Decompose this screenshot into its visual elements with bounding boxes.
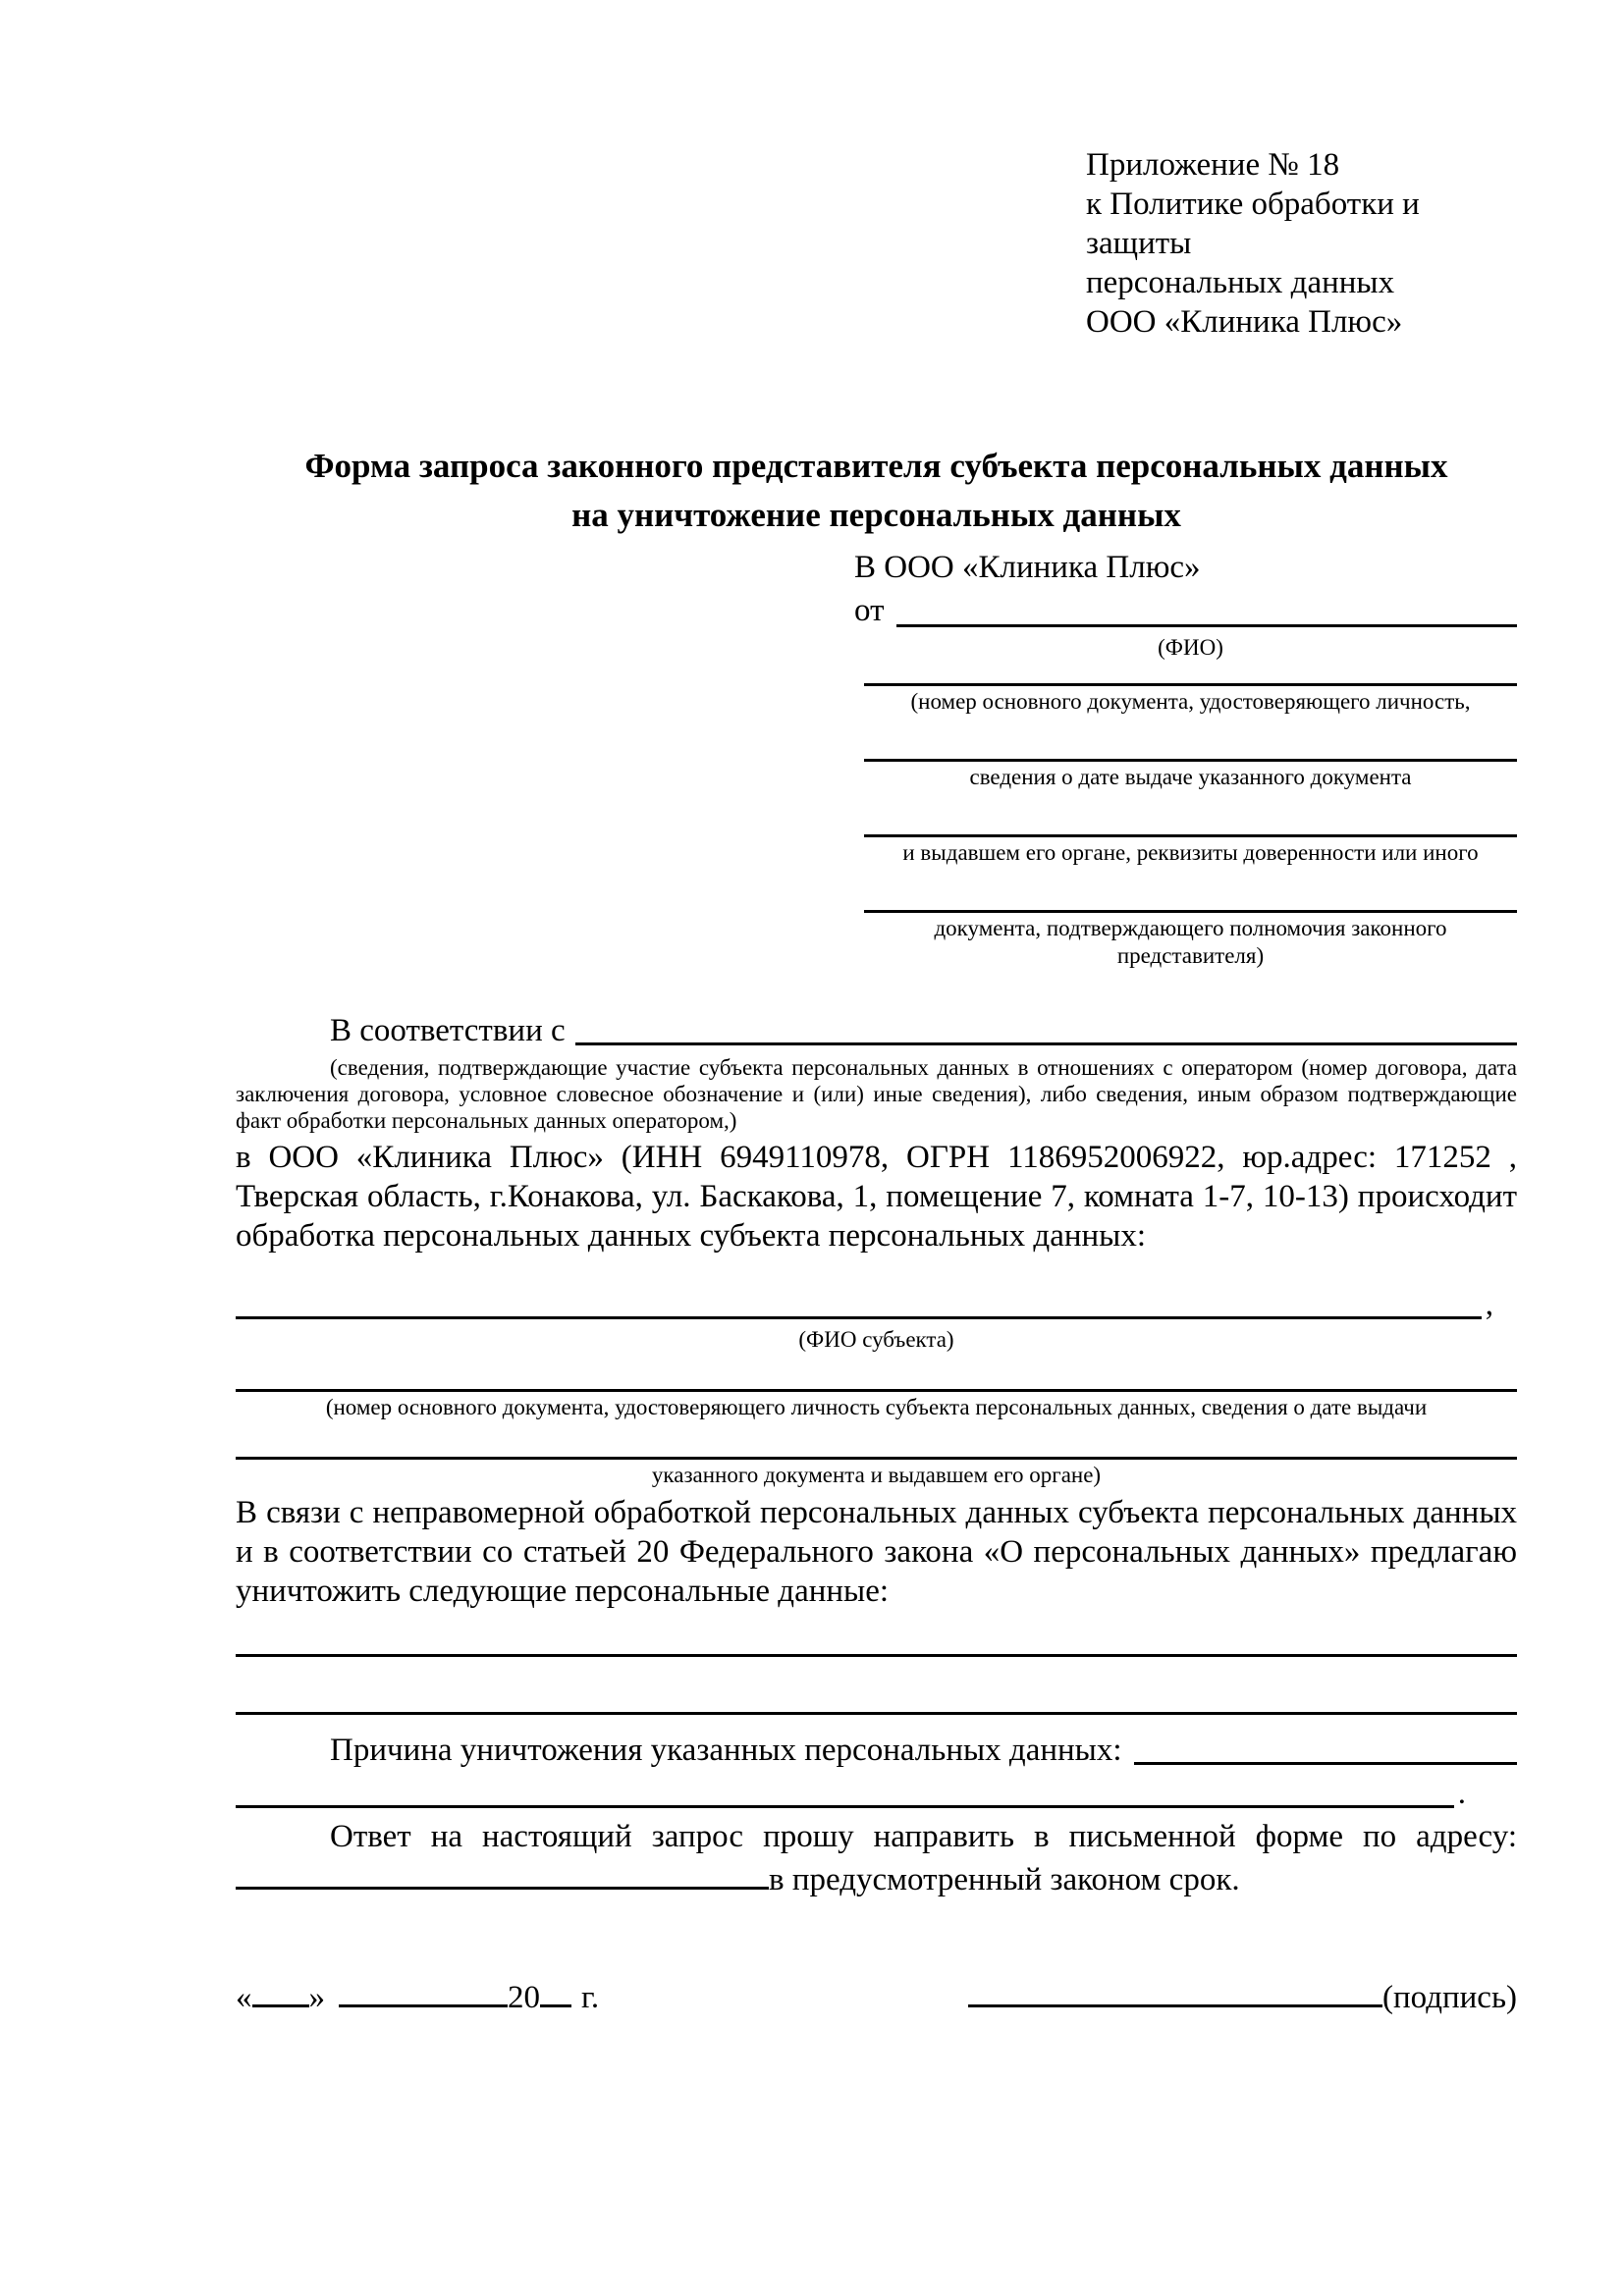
subject-doc-caption: указанного документа и выдавшем его органе) — [651, 1463, 1102, 1487]
subject-doc-blank-line — [236, 1421, 1517, 1460]
accordance-blank-line — [575, 1042, 1517, 1045]
rep-doc-blank-line — [864, 791, 1517, 837]
form-title-line-2: на уничтожение персональных данных — [571, 496, 1181, 534]
date-month-blank — [339, 2004, 508, 2007]
rep-doc-blank-line — [864, 662, 1517, 686]
rep-doc-caption: и выдавшем его органе, реквизиты доверенности или иного — [902, 840, 1479, 865]
date-close-quote: » — [308, 1980, 325, 2015]
rep-doc-field — [236, 662, 1517, 716]
accordance-label: В соответствии с — [330, 1013, 566, 1048]
rep-doc-blank-line — [864, 867, 1517, 913]
form-title-line-1: Форма запроса законного представителя субъекта персональных данных — [304, 447, 1448, 485]
date-signature-row — [236, 1978, 1517, 2017]
rep-doc-blank-line — [864, 716, 1517, 762]
reply-address-blank-line — [236, 1887, 769, 1890]
subject-doc-blank-line — [236, 1354, 1517, 1392]
date-year-suffix: г. — [581, 1980, 600, 2015]
subject-fio-caption: (ФИО субъекта) — [798, 1327, 954, 1352]
accordance-row — [236, 1011, 1517, 1050]
trailing-comma: , — [1485, 1287, 1493, 1322]
date-field — [236, 1978, 599, 2017]
operator-paragraph: в ООО «Клиника Плюс» (ИНН 6949110978, ОГРН 1186952006922, юр.адрес: 171252 , Тверская область, г.Конакова, ул. Баскакова, 1, помещение 7, комната 1-7, 10-13) происходит обработка персональных данных субъекта персональных данных: — [236, 1140, 1517, 1254]
rep-doc-field — [236, 716, 1517, 791]
reason-label: Причина уничтожения указанных персональных данных: — [330, 1733, 1122, 1768]
date-year-blank — [540, 2004, 571, 2007]
reply-text: Ответ на настоящий запрос прошу направить в письменной форме по адресу: — [330, 1819, 1517, 1854]
demand-paragraph: В связи с неправомерной обработкой персональных данных субъекта персональных данных и в соответствии со статьей 20 Федерального закона «О персональных данных» предлагаю уничтожить следующие персональные данные: — [236, 1495, 1517, 1609]
appendix-block — [1086, 145, 1517, 342]
accordance-note: (сведения, подтверждающие участие субъекта персональных данных в отношениях с оператором (номер договора, дата заключения договора, условное словесное обозначение и (или) иные сведения), либо сведения, иным образом подтверждающие факт обработки персональных данных оператором,) — [236, 1055, 1517, 1133]
reply-paragraph — [236, 1815, 1517, 1901]
subject-fio-blank-line — [236, 1316, 1482, 1319]
data-to-destroy-blank-line — [236, 1611, 1517, 1657]
from-row — [854, 589, 1517, 632]
document-content — [236, 0, 1517, 2017]
rep-doc-caption: сведения о дате выдаче указанного документа — [969, 765, 1412, 789]
from-label: от — [854, 593, 885, 628]
from-blank-line — [896, 624, 1518, 627]
appendix-line: к Политике обработки и защиты — [1086, 187, 1420, 261]
date-open-quote: « — [236, 1980, 252, 2015]
rep-doc-caption: документа, подтверждающего полномочия законного представителя) — [934, 916, 1447, 968]
reply-tail: в предусмотренный законом срок. — [769, 1862, 1240, 1897]
data-to-destroy-blank-line — [236, 1657, 1517, 1715]
appendix-line: персональных данных — [1086, 265, 1395, 300]
trailing-period: . — [1457, 1776, 1466, 1811]
form-title — [236, 442, 1517, 540]
rep-doc-caption: (номер основного документа, удостоверяющего личность, — [910, 689, 1471, 714]
fio-caption: (ФИО) — [1158, 635, 1223, 660]
appendix-line: Приложение № 18 — [1086, 147, 1340, 183]
reply-tail-group — [236, 1862, 1240, 1897]
date-year-prefix: 20 — [508, 1980, 540, 2015]
signature-caption: (подпись) — [1382, 1980, 1517, 2015]
addressee-block — [854, 546, 1517, 632]
rep-doc-field — [236, 867, 1517, 970]
addressee-org: В ООО «Клиника Плюс» — [854, 550, 1201, 585]
subject-doc-caption: (номер основного документа, удостоверяющего личность субъекта персональных данных, сведения о дате выдачи — [325, 1395, 1428, 1419]
reason-blank-line-2 — [236, 1805, 1454, 1808]
signature-field — [968, 1978, 1517, 2017]
date-day-blank — [252, 2004, 309, 2007]
reason-blank-line — [1134, 1762, 1517, 1765]
subject-fio-row — [236, 1285, 1517, 1324]
appendix-line: ООО «Клиника Плюс» — [1086, 304, 1403, 340]
signature-blank-line — [968, 2004, 1382, 2007]
reason-continuation-row — [236, 1774, 1517, 1813]
reason-row — [236, 1731, 1517, 1770]
rep-doc-field — [236, 791, 1517, 867]
